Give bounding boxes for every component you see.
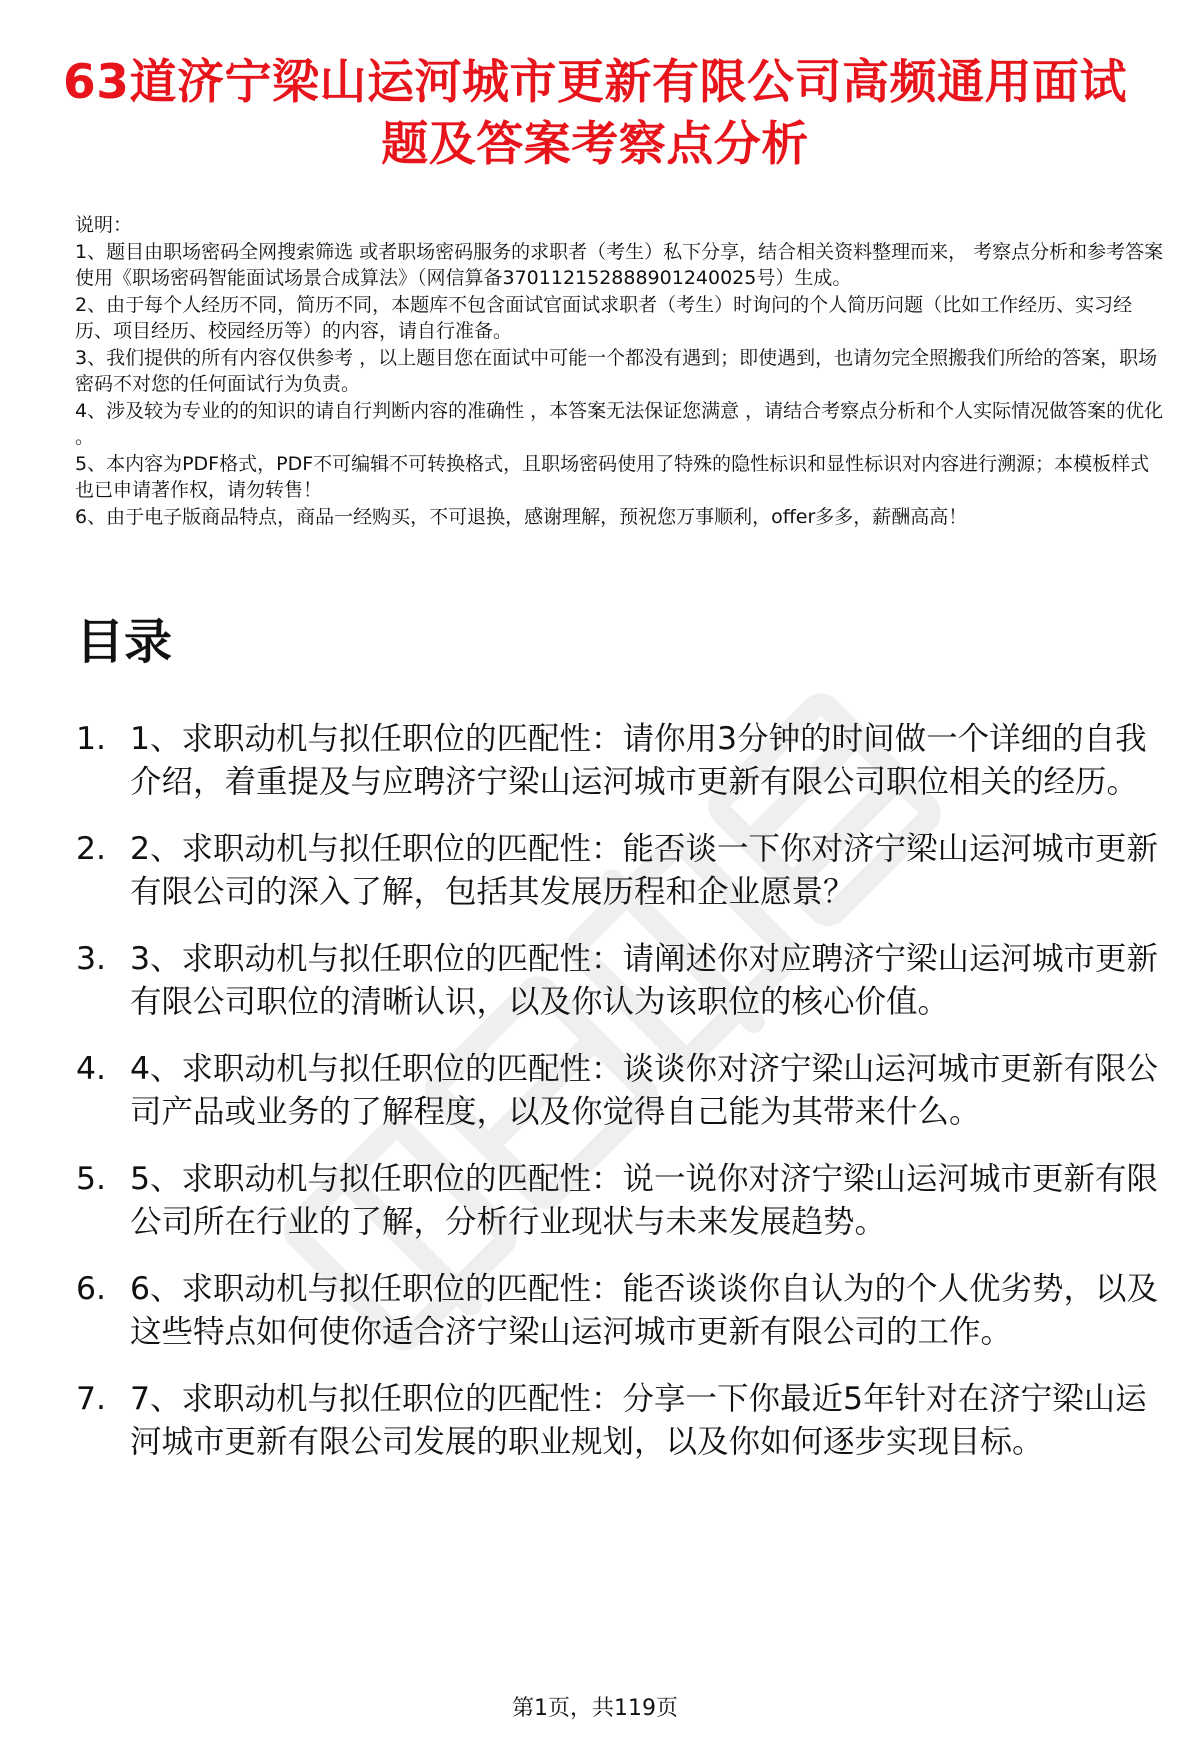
document-title: 63道济宁梁山运河城市更新有限公司高频通用面试题及答案考察点分析 xyxy=(63,55,1127,172)
toc-item-number: 4. xyxy=(76,1051,107,1087)
toc-item[interactable] xyxy=(76,1268,1166,1353)
toc-item[interactable] xyxy=(76,718,1166,803)
toc-item-text: 3、求职动机与拟任职位的匹配性：请阐述你对应聘济宁梁山运河城市更新有限公司职位的清晰认识，以及你认为该职位的核心价值。 xyxy=(130,941,1159,1020)
toc-item[interactable] xyxy=(76,1378,1166,1463)
toc-item-text: 2、求职动机与拟任职位的匹配性：能否谈一下你对济宁梁山运河城市更新有限公司的深入了解，包括其发展历程和企业愿景？ xyxy=(130,831,1159,910)
toc-item[interactable] xyxy=(76,1048,1166,1133)
notes-label: 说明： xyxy=(75,214,133,236)
toc-item-number: 2. xyxy=(76,831,107,867)
toc-item[interactable] xyxy=(76,828,1166,913)
toc-item-text: 1、求职动机与拟任职位的匹配性：请你用3分钟的时间做一个详细的自我介绍，着重提及与应聘济宁梁山运河城市更新有限公司职位相关的经历。 xyxy=(130,721,1147,800)
toc-item-number: 6. xyxy=(76,1271,107,1307)
note-item: 1、题目由职场密码全网搜索筛选 或者职场密码服务的求职者（考生）私下分享，结合相关资料整理而来， 考察点分析和参考答案使用《职场密码智能面试场景合成算法》（网信算备370112152888901240025号）生成。 xyxy=(75,240,1164,289)
page-footer: 第1页，共119页 xyxy=(512,1696,678,1721)
note-item: 5、本内容为PDF格式，PDF不可编辑不可转换格式，且职场密码使用了特殊的隐性标识和显性标识对内容进行溯源；本模板样式也已申请著作权，请勿转售！ xyxy=(75,452,1150,501)
toc-item-number: 5. xyxy=(76,1161,107,1197)
toc-item[interactable] xyxy=(76,1158,1166,1243)
toc-heading: 目录 xyxy=(76,614,173,670)
toc-item-number: 7. xyxy=(76,1381,107,1417)
note-item: 6、由于电子版商品特点，商品一经购买，不可退换，感谢理解，预祝您万事顺利，offer多多，薪酬高高！ xyxy=(75,505,968,528)
toc-item-number: 3. xyxy=(76,941,107,977)
toc-item-text: 4、求职动机与拟任职位的匹配性：谈谈你对济宁梁山运河城市更新有限公司产品或业务的了解程度，以及你觉得自己能为其带来什么。 xyxy=(130,1051,1159,1130)
table-of-contents xyxy=(76,718,1166,1488)
toc-item-text: 6、求职动机与拟任职位的匹配性：能否谈谈你自认为的个人优劣势，以及这些特点如何使你适合济宁梁山运河城市更新有限公司的工作。 xyxy=(130,1271,1159,1350)
toc-item-text: 7、求职动机与拟任职位的匹配性：分享一下你最近5年针对在济宁梁山运河城市更新有限公司发展的职业规划，以及你如何逐步实现目标。 xyxy=(130,1381,1147,1460)
notes-section xyxy=(75,212,1165,530)
toc-item-text: 5、求职动机与拟任职位的匹配性：说一说你对济宁梁山运河城市更新有限公司所在行业的了解，分析行业现状与未来发展趋势。 xyxy=(130,1161,1159,1240)
note-item: 4、涉及较为专业的的知识的请自行判断内容的准确性 ，本答案无法保证您满意 ，请结合考察点分析和个人实际情况做答案的优化 。 xyxy=(75,399,1164,448)
note-item: 2、由于每个人经历不同，简历不同，本题库不包含面试官面试求职者（考生）时询问的个人简历问题（比如工作经历、实习经历、项目经历、校园经历等）的内容，请自行准备。 xyxy=(75,293,1133,342)
toc-item[interactable] xyxy=(76,938,1166,1023)
toc-item-number: 1. xyxy=(76,721,107,757)
note-item: 3、我们提供的所有内容仅供参考 ，以上题目您在面试中可能一个都没有遇到；即使遇到，也请勿完全照搬我们所给的答案，职场密码不对您的任何面试行为负责。 xyxy=(75,346,1158,395)
